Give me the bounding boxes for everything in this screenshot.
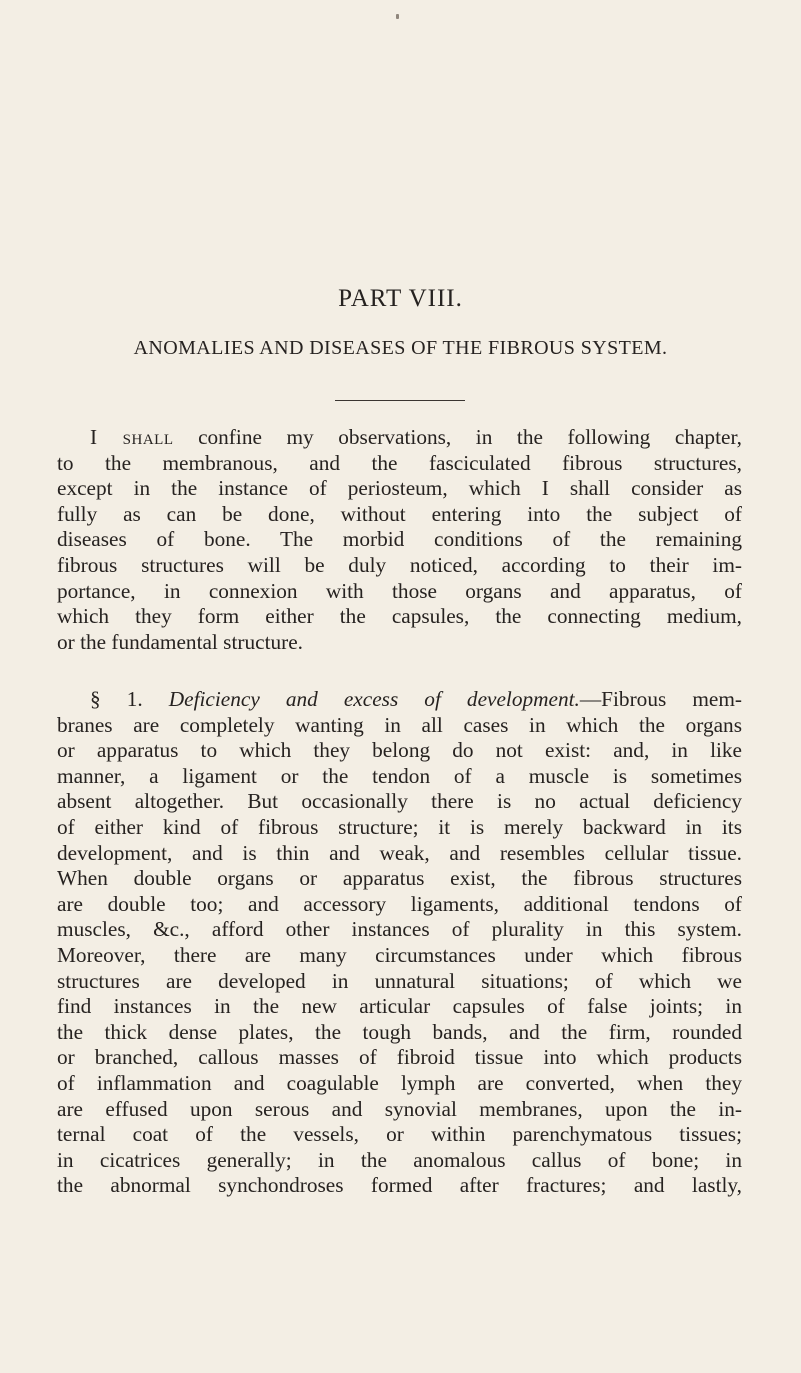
text-line: structures are developed in unnatural situations; of which we xyxy=(57,968,742,993)
paragraph-intro xyxy=(57,425,742,655)
text-line: ternal coat of the vessels, or within parenchymatous tissues; xyxy=(57,1122,742,1147)
text-line: fully as can be done, without entering into the subject of xyxy=(57,501,742,526)
text-fragment: confine my observations, in the following chapter, xyxy=(198,425,743,449)
text-line: except in the instance of periosteum, which I shall consider as xyxy=(57,476,742,501)
text-line: of inflammation and coagulable lymph are converted, when they xyxy=(57,1070,742,1095)
lead-word: I shall xyxy=(90,425,174,449)
section-title: ANOMALIES AND DISEASES OF THE FIBROUS SYSTEM. xyxy=(133,337,668,359)
text-line: development, and is thin and weak, and resembles cellular tissue. xyxy=(57,840,742,865)
text-line: or branched, callous masses of fibroid tissue into which products xyxy=(57,1045,742,1070)
part-title: PART VIII. xyxy=(338,285,463,312)
text-line: are effused upon serous and synovial membranes, upon the in- xyxy=(57,1096,742,1121)
text-line: fibrous structures will be duly noticed, according to their im- xyxy=(57,552,742,577)
text-line: to the membranous, and the fasciculated fibrous structures, xyxy=(57,450,742,475)
text-line: of either kind of fibrous structure; it is merely backward in its xyxy=(57,814,742,839)
text-line: absent altogether. But occasionally there is no actual deficiency xyxy=(57,789,742,814)
text-line: When double organs or apparatus exist, the fibrous structures xyxy=(57,866,742,891)
text-line: the abnormal synchondroses formed after fractures; and lastly, xyxy=(57,1173,742,1198)
text-line: manner, a ligament or the tendon of a muscle is sometimes xyxy=(57,763,742,788)
text-line: Moreover, there are many circumstances under which fibrous xyxy=(57,942,742,967)
text-line: which they form either the capsules, the connecting medium, xyxy=(57,604,742,629)
text-fragment: —Fibrous mem- xyxy=(579,687,742,711)
text-line: the thick dense plates, the tough bands, and the firm, rounded xyxy=(57,1019,742,1044)
text-line xyxy=(57,687,742,713)
text-line: find instances in the new articular capsules of false joints; in xyxy=(57,994,742,1019)
text-line: are double too; and accessory ligaments, additional tendons of xyxy=(57,891,742,916)
text-line: or the fundamental structure. xyxy=(57,629,304,654)
paper-speck xyxy=(396,14,399,19)
text-line: branes are completely wanting in all cases in which the organs xyxy=(57,712,742,737)
section-divider xyxy=(335,400,465,401)
text-line: diseases of bone. The morbid conditions of the remaining xyxy=(57,527,742,552)
paragraph-section-1 xyxy=(57,687,742,1199)
section-mark: § 1. xyxy=(90,687,143,711)
text-line: or apparatus to which they belong do not exist: and, in like xyxy=(57,738,742,763)
text-line xyxy=(57,425,742,451)
text-line: portance, in connexion with those organs and apparatus, of xyxy=(57,578,742,603)
section-heading: Deficiency and excess of development. xyxy=(168,687,580,711)
text-line: in cicatrices generally; in the anomalous callus of bone; in xyxy=(57,1147,742,1172)
text-line: muscles, &c., afford other instances of plurality in this system. xyxy=(57,917,742,942)
